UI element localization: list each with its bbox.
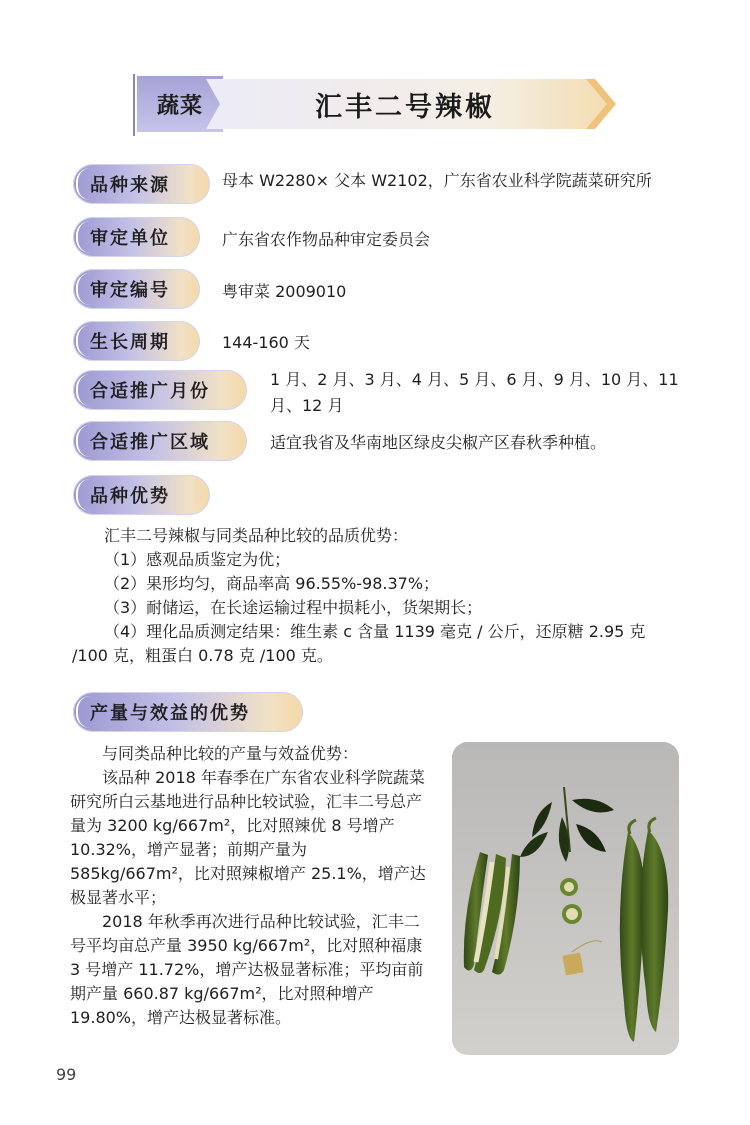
advantages-intro: 汇丰二号辣椒与同类品种比较的品质优势： [104, 526, 409, 545]
field-label-promotion-months: 合适推广月份 [73, 370, 247, 410]
advantage-item: （2）果形均匀，商品率高 96.55%-98.37%； [104, 574, 440, 593]
advantage-item: （3）耐储运，在长途运输过程中损耗小，货架期长； [104, 598, 483, 617]
field-value-promotion-months: 1 月、2 月、3 月、4 月、5 月、6 月、9 月、10 月、11 月、12 月 [270, 370, 679, 415]
yield-text [70, 742, 430, 1030]
yield-paragraph-1: 该品种 2018 年春季在广东省农业科学院蔬菜研究所白云基地进行品种比较试验，汇丰二号总产量为 3200 kg/667m²，比对照辣优 8 号增产 10.32%，增产显著；前期产量为 585kg/667m²，比对照辣椒增产 25.1%，增产达极显著水平； [70, 768, 426, 907]
yield-paragraph-2: 2018 年秋季再次进行品种比较试验，汇丰二号平均亩总产量 3950 kg/667m²，比对照种福康 3 号增产 11.72%，增产达极显著标准；平均亩前期产量 660.87 kg/667m²，比对照种增产 19.80%，增产达极显著标准。 [70, 912, 424, 1027]
pepper-photo-illustration [452, 742, 679, 1055]
field-label-source: 品种来源 [73, 164, 210, 204]
field-value-growth-cycle: 144-160 天 [222, 333, 310, 352]
page-number: 99 [56, 1065, 77, 1084]
section-label-yield: 产量与效益的优势 [73, 692, 303, 732]
field-label-approval-number: 审定编号 [73, 269, 200, 309]
pepper-photo [452, 742, 679, 1055]
yield-intro: 与同类品种比较的产量与效益优势： [102, 744, 359, 763]
field-label-growth-cycle: 生长周期 [73, 321, 200, 361]
field-label-approval-unit: 审定单位 [73, 217, 200, 257]
page-title: 汇丰二号辣椒 [315, 91, 495, 123]
advantage-item: （4）理化品质测定结果：维生素 c 含量 1139 毫克 / 公斤，还原糖 2.95 克 /100 克，粗蛋白 0.78 克 /100 克。 [72, 622, 646, 665]
field-value-approval-number: 粤审菜 2009010 [222, 282, 347, 301]
advantages-text [72, 524, 682, 668]
field-value-promotion-region: 适宜我省及华南地区绿皮尖椒产区春秋季种植。 [270, 433, 607, 452]
category-label: 蔬菜 [137, 76, 223, 132]
field-label-promotion-region: 合适推广区域 [73, 421, 247, 461]
field-value-approval-unit: 广东省农作物品种审定委员会 [222, 230, 431, 249]
field-value-source: 母本 W2280× 父本 W2102，广东省农业科学院蔬菜研究所 [222, 171, 652, 190]
advantage-item: （1）感观品质鉴定为优； [104, 550, 291, 569]
banner-accent-line [133, 74, 135, 136]
section-label-advantages: 品种优势 [73, 475, 210, 515]
